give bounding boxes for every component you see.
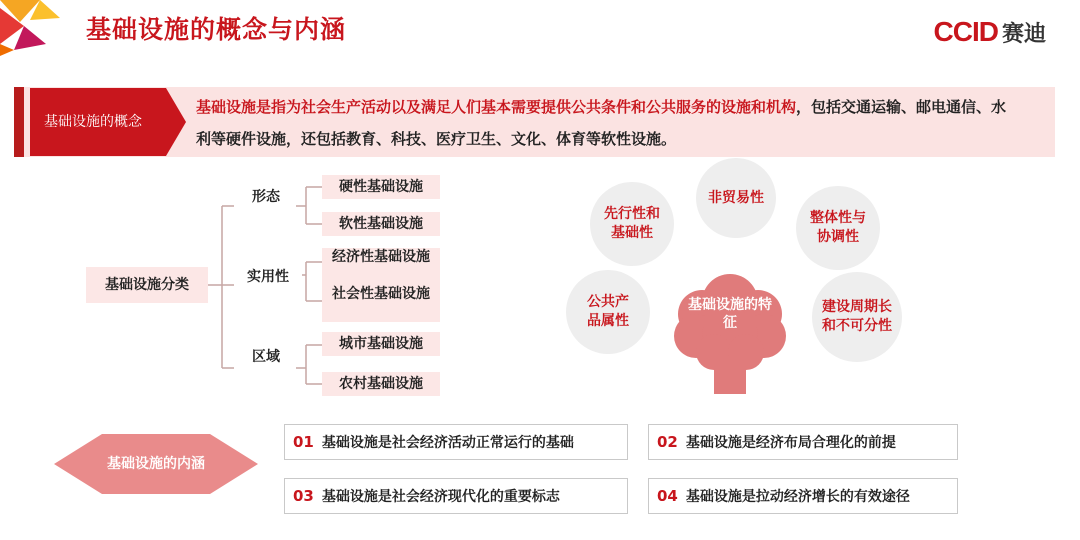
connotation-text-04: 基础设施是拉动经济增长的有效途径 [685,489,910,505]
feature-non-trade-text: 非贸易性 [708,189,764,206]
leaf-hard-infrastructure: 硬性基础设施 [322,175,440,199]
feature-integrity [796,186,880,270]
feature-public-good-text: 公共产品属性 [587,294,629,329]
feature-public-good [566,270,650,354]
group-practical-label: 实用性 [247,269,289,285]
page-title: 基础设施的概念与内涵 [86,15,347,44]
connotation-num-03: 03 [293,487,314,505]
concept-label: 基础设施的概念 [44,114,142,130]
feature-non-trade [696,158,776,238]
logo-cn-text: 赛迪 [1001,21,1046,47]
leaf-rural-infrastructure: 农村基础设施 [322,372,440,396]
concept-definition-rest: ，包括交通运输、邮电通信、水利等硬件设施，还包括教育、科技、医疗卫生、文化、体育等软性设施。 [196,98,1007,148]
connotation-num-01: 01 [293,433,314,451]
logo-main-text: CCID [933,16,998,47]
connotation-item-03 [284,478,628,514]
group-form-label: 形态 [252,189,280,205]
connotation-text-03: 基础设施是社会经济现代化的重要标志 [321,489,560,505]
connotation-item-04 [648,478,958,514]
concept-definition-lead: 基础设施是指为社会生产活动以及满足人们基本需要提供公共条件和公共服务的设施和机构 [196,98,797,116]
leaf-economic-infrastructure: 经济性基础设施 [322,248,440,285]
connotation-text-02: 基础设施是经济布局合理化的前提 [685,435,896,451]
connotation-label: 基础设施的内涵 [107,456,205,472]
leaf-soft-infrastructure: 软性基础设施 [322,212,440,236]
connotation-num-04: 04 [657,487,678,505]
leaf-social-infrastructure: 社会性基础设施 [322,285,440,322]
feature-pioneering [590,182,674,266]
connotation-item-01 [284,424,628,460]
connotation-text-01: 基础设施是社会经济活动正常运行的基础 [321,435,574,451]
connotation-item-02 [648,424,958,460]
group-region-label: 区域 [252,349,280,365]
connotation-num-02: 02 [657,433,678,451]
feature-pioneering-text: 先行性和基础性 [604,206,660,241]
features-center-label: 基础设施的特征 [688,297,772,331]
feature-integrity-text: 整体性与协调性 [810,210,866,245]
classification-root: 基础设施分类 [86,267,208,303]
feature-long-cycle [812,272,902,362]
leaf-urban-infrastructure: 城市基础设施 [322,332,440,356]
feature-long-cycle-text: 建设周期长和不可分性 [822,299,892,334]
